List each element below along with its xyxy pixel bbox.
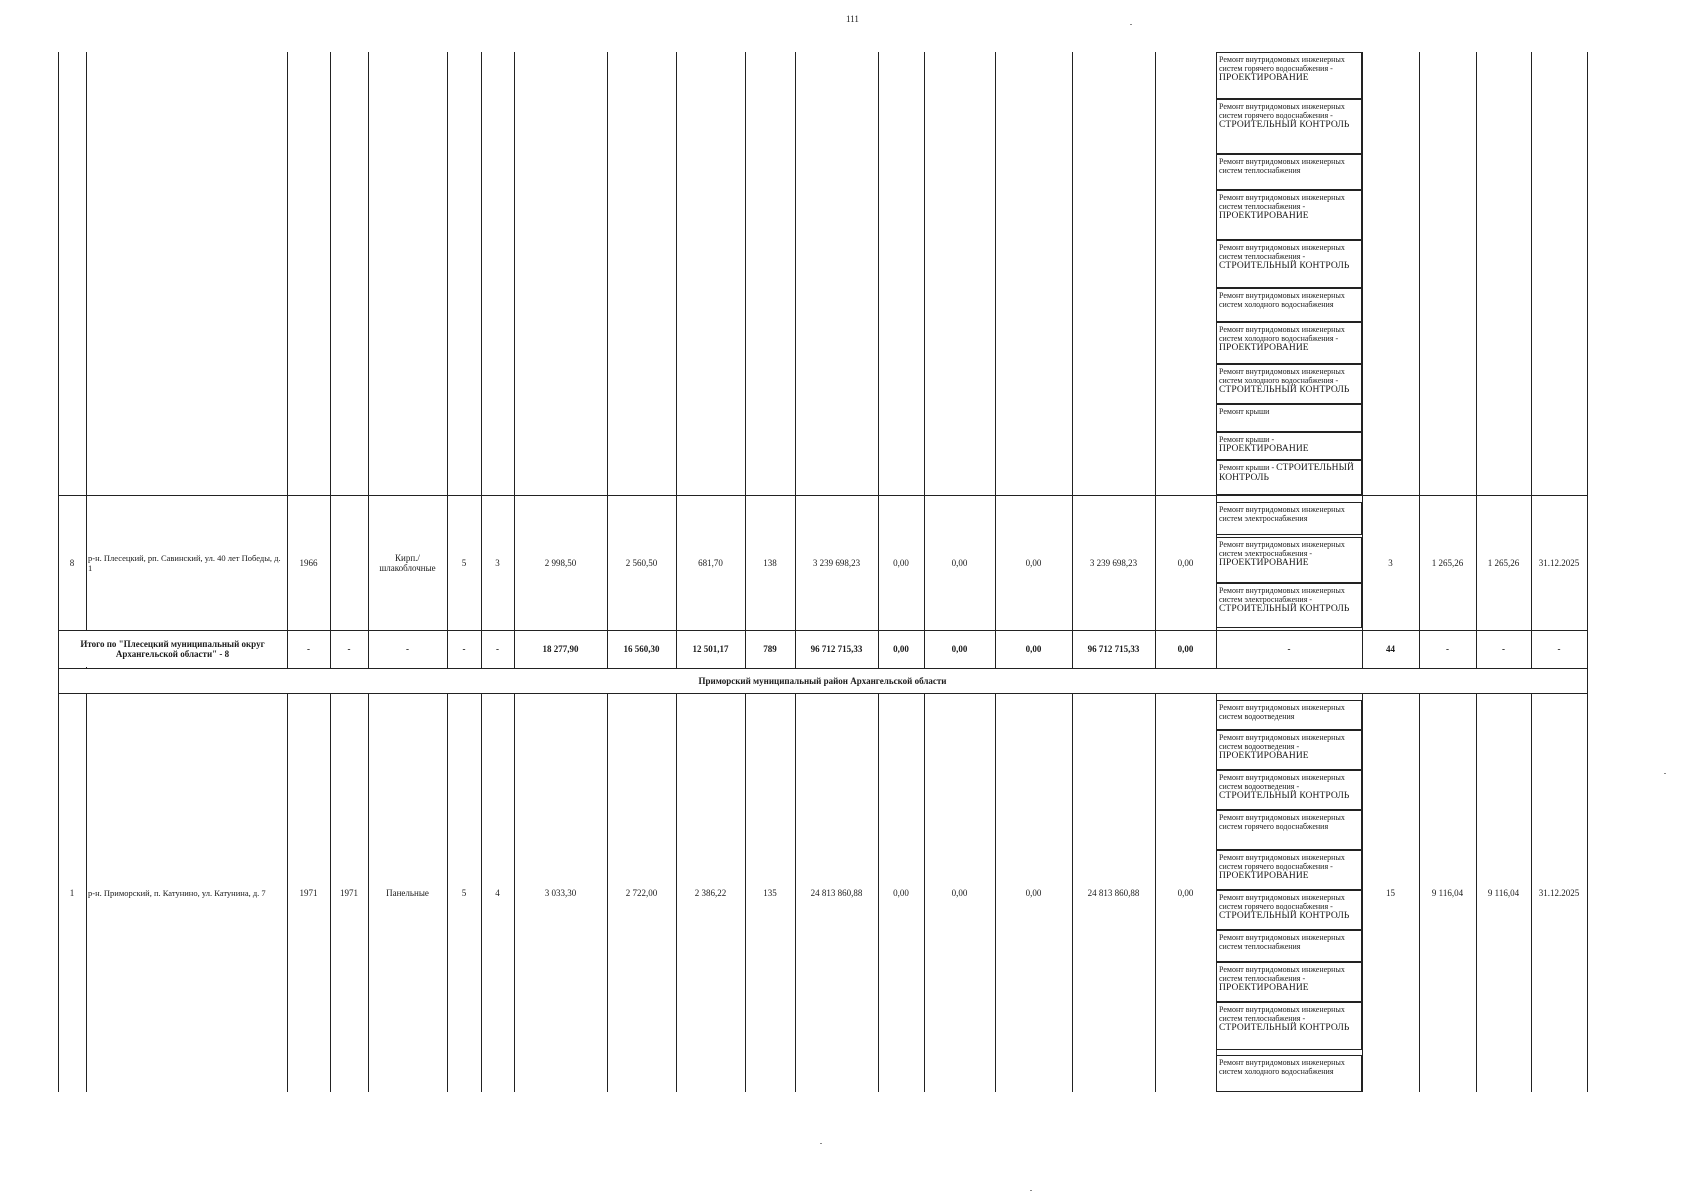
- section-header: Приморский муниципальный район Архангельской области: [698, 675, 947, 686]
- subtotal-cost-owners: 96 712 715,33: [1087, 644, 1140, 654]
- grid-line-vertical: [995, 52, 996, 668]
- grid-line-vertical: [878, 693, 879, 1092]
- work-item: Ремонт внутридомовых инженерных систем горячего водоснабжения - ПРОЕКТИРОВАНИЕ: [1216, 850, 1362, 890]
- grid-line-vertical: [745, 693, 746, 1092]
- subtotal-cost-other: 0,00: [1177, 644, 1194, 654]
- cell-work-count: 3: [1388, 557, 1393, 568]
- work-item: Ремонт внутридомовых инженерных систем теплоснабжения - ПРОЕКТИРОВАНИЕ: [1216, 962, 1362, 1002]
- grid-line-vertical: [1476, 52, 1477, 668]
- subtotal-dash: -: [406, 644, 409, 654]
- work-item: Ремонт внутридомовых инженерных систем электроснабжения: [1216, 502, 1362, 535]
- grid-line-vertical: [1072, 693, 1073, 1092]
- subtotal-dash: -: [1287, 644, 1291, 654]
- grid-line-vertical: [745, 52, 746, 668]
- subtotal-cost-regional: 0,00: [951, 644, 968, 654]
- cell-cost-fund: 0,00: [893, 887, 909, 898]
- grid-line-vertical: [481, 52, 482, 668]
- subtotal-cost-fund: 0,00: [893, 644, 909, 654]
- grid-line-vertical: [447, 693, 448, 1092]
- grid-line-vertical: [330, 52, 331, 668]
- cell-address: р-н. Приморский, п. Катунино, ул. Катунина, д. 7: [88, 887, 266, 898]
- work-item-continued: Ремонт внутридомовых инженерных систем теплоснабжения: [1216, 154, 1362, 190]
- cell-area-residential: 681,70: [698, 557, 723, 568]
- cell-area-premises: 2 560,50: [625, 557, 658, 568]
- work-item-continued: Ремонт внутридомовых инженерных систем горячего водоснабжения - ПРОЕКТИРОВАНИЕ: [1216, 52, 1362, 99]
- work-item: Ремонт внутридомовых инженерных систем электроснабжения - СТРОИТЕЛЬНЫЙ КОНТРОЛЬ: [1216, 583, 1362, 628]
- subtotal-label: Итого по "Плесецкий муниципальный округ Архангельской области" - 8: [80, 639, 265, 659]
- cell-year-reconstruction: [332, 495, 366, 630]
- subtotal-area-residential: 12 501,17: [692, 644, 729, 654]
- cell-year-built: 1966: [299, 557, 318, 568]
- grid-line-vertical: [1531, 693, 1532, 1092]
- cell-cost-fund: 0,00: [893, 557, 909, 568]
- cell-cost-municipal: 0,00: [1025, 887, 1042, 898]
- grid-line-vertical: [1155, 693, 1156, 1092]
- work-item-continued: Ремонт внутридомовых инженерных систем холодного водоснабжения: [1216, 288, 1362, 322]
- grid-line-vertical: [676, 693, 677, 1092]
- grid-line-vertical: [607, 693, 608, 1092]
- work-item: Ремонт внутридомовых инженерных систем холодного водоснабжения: [1216, 1055, 1362, 1092]
- subtotal-total-area: 18 277,90: [542, 644, 579, 654]
- subtotal-area-premises: 16 560,30: [623, 644, 660, 654]
- subtotal-residents: 789: [763, 644, 777, 654]
- cell-wall-material: Кирп./ шлакоблочные: [379, 552, 436, 573]
- subtotal-dash: -: [347, 644, 351, 654]
- cell-year-reconstruction: 1971: [340, 887, 358, 898]
- grid-line-vertical: [481, 693, 482, 1092]
- cell-entrances: 4: [495, 887, 500, 898]
- grid-line-vertical: [86, 693, 87, 1092]
- cell-floors: 5: [461, 887, 467, 898]
- work-item-continued: Ремонт крыши - СТРОИТЕЛЬНЫЙ КОНТРОЛЬ: [1216, 460, 1362, 495]
- cell-entrances: 3: [495, 557, 500, 568]
- work-item: Ремонт внутридомовых инженерных систем водоотведения - СТРОИТЕЛЬНЫЙ КОНТРОЛЬ: [1216, 770, 1362, 810]
- work-item-continued: Ремонт внутридомовых инженерных систем теплоснабжения - СТРОИТЕЛЬНЫЙ КОНТРОЛЬ: [1216, 240, 1362, 288]
- table-border-vertical: [58, 52, 59, 1092]
- cell-num: 8: [69, 557, 75, 568]
- work-item: Ремонт внутридомовых инженерных систем теплоснабжения: [1216, 930, 1362, 962]
- work-item: Ремонт внутридомовых инженерных систем горячего водоснабжения: [1216, 810, 1362, 850]
- grid-line-vertical: [287, 52, 288, 668]
- subtotal-dash: -: [307, 644, 310, 654]
- cell-cost-owners: 24 813 860,88: [1087, 887, 1140, 898]
- subtotal-dash: -: [1502, 644, 1505, 654]
- grid-line-vertical: [1419, 52, 1420, 668]
- cell-residents: 138: [763, 557, 777, 568]
- cell-unit-cost-limit: 9 116,04: [1487, 887, 1520, 898]
- grid-line-vertical: [795, 52, 796, 668]
- work-item-continued: Ремонт внутридомовых инженерных систем холодного водоснабжения - СТРОИТЕЛЬНЫЙ КОНТРОЛЬ: [1216, 364, 1362, 404]
- grid-line-vertical: [514, 52, 515, 668]
- subtotal-dash: -: [1557, 644, 1561, 654]
- cell-total-area: 2 998,50: [544, 557, 577, 568]
- cell-deadline: 31.12.2025: [1538, 557, 1580, 568]
- grid-line-vertical: [676, 52, 677, 668]
- cell-area-premises: 2 722,00: [625, 887, 658, 898]
- subtotal-work-count: 44: [1386, 644, 1395, 654]
- grid-line-vertical: [1362, 52, 1363, 668]
- subtotal-dash: -: [462, 644, 466, 654]
- cell-num: 1: [69, 887, 75, 898]
- work-item-continued: Ремонт внутридомовых инженерных систем горячего водоснабжения - СТРОИТЕЛЬНЫЙ КОНТРОЛЬ: [1216, 99, 1362, 154]
- cell-cost-regional: 0,00: [951, 887, 968, 898]
- cell-cost-regional: 0,00: [951, 557, 968, 568]
- grid-line-vertical: [878, 52, 879, 668]
- work-item-continued: Ремонт крыши: [1216, 404, 1362, 432]
- work-item-continued: Ремонт внутридомовых инженерных систем теплоснабжения - ПРОЕКТИРОВАНИЕ: [1216, 190, 1362, 240]
- grid-line-vertical: [1155, 52, 1156, 668]
- cell-cost-total: 24 813 860,88: [810, 887, 863, 898]
- cell-cost-other: 0,00: [1177, 887, 1194, 898]
- cell-cost-total: 3 239 698,23: [812, 557, 861, 568]
- page-number: 111: [846, 14, 859, 24]
- grid-line-vertical: [287, 693, 288, 1092]
- cell-residents: 135: [763, 887, 777, 898]
- table-border-vertical: [1587, 52, 1588, 1092]
- grid-line-vertical: [1362, 693, 1363, 1092]
- grid-line-vertical: [1476, 693, 1477, 1092]
- grid-line-vertical: [924, 693, 925, 1092]
- grid-line-vertical: [330, 693, 331, 1092]
- cell-deadline: 31.12.2025: [1538, 887, 1580, 898]
- grid-line-vertical: [795, 693, 796, 1092]
- cell-floors: 5: [461, 557, 467, 568]
- grid-line-vertical: [368, 693, 369, 1092]
- grid-line-vertical: [1419, 693, 1420, 1092]
- grid-line-vertical: [995, 693, 996, 1092]
- subtotal-dash: -: [1446, 644, 1449, 654]
- grid-line-vertical: [447, 52, 448, 668]
- cell-work-count: 15: [1386, 887, 1395, 898]
- grid-line-vertical: [1531, 52, 1532, 668]
- grid-line-vertical: [1072, 52, 1073, 668]
- work-item: Ремонт внутридомовых инженерных систем теплоснабжения - СТРОИТЕЛЬНЫЙ КОНТРОЛЬ: [1216, 1002, 1362, 1050]
- work-item-continued: Ремонт внутридомовых инженерных систем холодного водоснабжения - ПРОЕКТИРОВАНИЕ: [1216, 322, 1362, 364]
- subtotal-cost-municipal: 0,00: [1025, 644, 1042, 654]
- cell-cost-municipal: 0,00: [1025, 557, 1042, 568]
- work-item: Ремонт внутридомовых инженерных систем электроснабжения - ПРОЕКТИРОВАНИЕ: [1216, 537, 1362, 583]
- grid-line-vertical: [86, 52, 87, 668]
- grid-line-vertical: [607, 52, 608, 668]
- grid-line-vertical: [924, 52, 925, 668]
- cell-unit-cost: 1 265,26: [1431, 557, 1464, 568]
- cell-year-built: 1971: [299, 887, 318, 898]
- cell-wall-material: Панельные: [386, 887, 429, 898]
- cell-cost-owners: 3 239 698,23: [1089, 557, 1138, 568]
- grid-line-vertical: [514, 693, 515, 1092]
- cell-unit-cost: 9 116,04: [1431, 887, 1464, 898]
- cell-area-residential: 2 386,22: [694, 887, 727, 898]
- subtotal-dash: -: [496, 644, 499, 654]
- work-item-continued: Ремонт крыши - ПРОЕКТИРОВАНИЕ: [1216, 432, 1362, 460]
- grid-line-vertical: [368, 52, 369, 668]
- work-item: Ремонт внутридомовых инженерных систем горячего водоснабжения - СТРОИТЕЛЬНЫЙ КОНТРОЛЬ: [1216, 890, 1362, 930]
- subtotal-cost-total: 96 712 715,33: [810, 644, 863, 654]
- work-item: Ремонт внутридомовых инженерных систем водоотведения - ПРОЕКТИРОВАНИЕ: [1216, 730, 1362, 770]
- cell-cost-other: 0,00: [1177, 557, 1194, 568]
- work-item: Ремонт внутридомовых инженерных систем водоотведения: [1216, 700, 1362, 730]
- cell-total-area: 3 033,30: [544, 887, 577, 898]
- cell-address: р-н. Плесецкий, рп. Савинский, ул. 40 лет Победы, д. 1: [88, 552, 281, 573]
- cell-unit-cost-limit: 1 265,26: [1487, 557, 1520, 568]
